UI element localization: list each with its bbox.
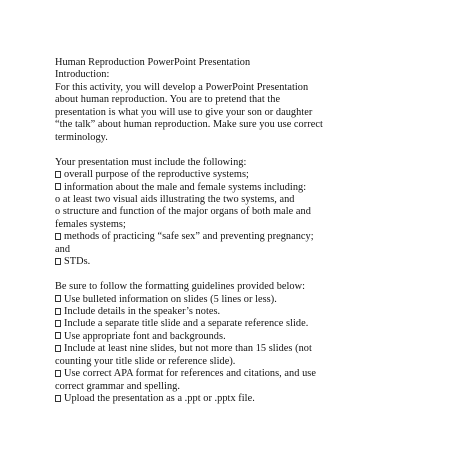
checkbox-bullet-icon (55, 171, 61, 178)
checkbox-bullet-icon (55, 258, 61, 265)
guideline-item (55, 318, 400, 330)
intro-line: terminology. (55, 131, 108, 143)
guideline-item (55, 343, 400, 355)
requirement-text: STDs. (64, 256, 91, 268)
requirement-subitem-continued: females systems; (55, 218, 126, 230)
requirement-text: information about the male and female systems including: (64, 181, 307, 193)
guideline-text: Use appropriate font and backgrounds. (64, 330, 226, 342)
guideline-item (55, 294, 400, 306)
checkbox-bullet-icon (55, 370, 61, 377)
paragraph-spacer (55, 144, 400, 156)
checkbox-bullet-icon (55, 308, 61, 315)
intro-line: For this activity, you will develop a PowerPoint Presentation (55, 81, 309, 93)
guideline-text: Use bulleted information on slides (5 lines or less). (64, 293, 277, 305)
guideline-item (55, 393, 400, 405)
requirement-subitem: o at least two visual aids illustrating the two systems, and (55, 193, 295, 205)
intro-heading: Introduction: (55, 69, 110, 81)
checkbox-bullet-icon (55, 233, 61, 240)
paragraph-spacer (55, 269, 400, 281)
checkbox-bullet-icon (55, 332, 61, 339)
requirement-subitem: o structure and function of the major organs of both male and (55, 206, 311, 218)
guideline-text: Include details in the speaker’s notes. (64, 306, 221, 318)
checkbox-bullet-icon (55, 320, 61, 327)
guideline-continued: correct grammar and spelling. (55, 380, 180, 392)
requirement-continued: and (55, 243, 71, 255)
intro-line: “the talk” about human reproduction. Make sure you use correct (55, 119, 323, 131)
guidelines-heading: Be sure to follow the formatting guidelines provided below: (55, 281, 306, 293)
guideline-text: Include a separate title slide and a separate reference slide. (64, 318, 309, 330)
guideline-item (55, 368, 400, 380)
guideline-text: Include at least nine slides, but not more than 15 slides (not (64, 343, 312, 355)
requirement-item (55, 256, 400, 268)
guideline-item (55, 331, 400, 343)
requirement-text: overall purpose of the reproductive systems; (64, 169, 249, 181)
checkbox-bullet-icon (55, 183, 61, 190)
checkbox-bullet-icon (55, 345, 61, 352)
document-title: Human Reproduction PowerPoint Presentation (55, 57, 251, 68)
requirements-heading: Your presentation must include the following: (55, 156, 247, 168)
requirement-item (55, 169, 400, 181)
guideline-continued: counting your title slide or reference slide). (55, 355, 236, 367)
requirement-item (55, 182, 400, 194)
guideline-text: Upload the presentation as a .ppt or .pptx file. (64, 393, 255, 405)
checkbox-bullet-icon (55, 295, 61, 302)
document-body (55, 57, 400, 406)
checkbox-bullet-icon (55, 395, 61, 402)
guideline-item (55, 306, 400, 318)
requirement-item (55, 231, 400, 243)
intro-line: presentation is what you will use to give your son or daughter (55, 106, 313, 118)
requirement-text: methods of practicing “safe sex” and preventing pregnancy; (64, 231, 314, 243)
guideline-text: Use correct APA format for references and citations, and use (64, 368, 316, 380)
intro-line: about human reproduction. You are to pretend that the (55, 94, 281, 106)
